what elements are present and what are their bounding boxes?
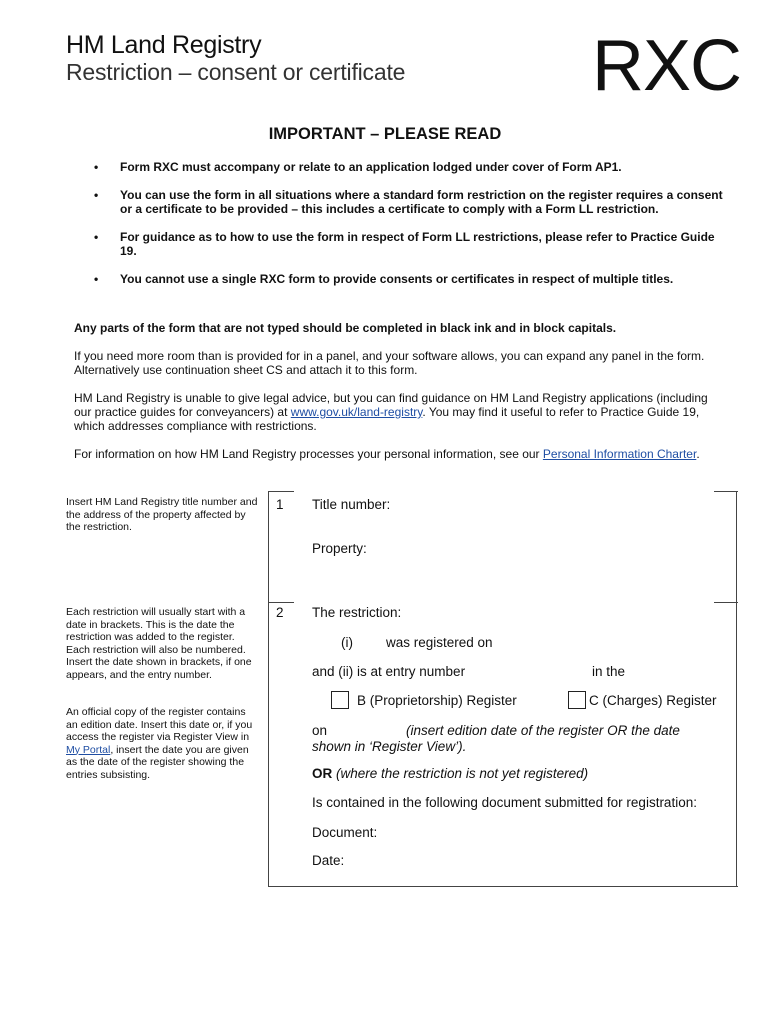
bullet-dot-icon: • <box>94 160 99 174</box>
personal-text-before: For information on how HM Land Registry processes your personal information, see our <box>74 447 543 461</box>
proprietorship-register-label: B (Proprietorship) Register <box>357 693 517 708</box>
land-registry-link[interactable]: www.gov.uk/land-registry <box>290 405 423 419</box>
panel2-guidance-note: Each restriction will usually start with a date in brackets. This is the date the restriction was added to the register. Each restriction will also be numbered. Insert the date shown in brackets, if one appears, and the entry number. <box>66 606 252 681</box>
bullet-item <box>94 188 726 216</box>
legal-text-after: . You may find it useful to refer to Practice Guide 19, which addresses compliance with restrictions. <box>74 405 700 433</box>
panel1-number: 1 <box>276 497 284 512</box>
charges-register-checkbox[interactable] <box>568 691 586 709</box>
or-label: OR <box>312 766 333 781</box>
bullet-item <box>94 230 726 258</box>
official-text-after: , insert the date you are given as the date of the register showing the entries subsisting. <box>66 743 249 781</box>
organisation-name: HM Land Registry <box>66 31 262 59</box>
bullet-dot-icon: • <box>94 188 99 202</box>
bullet-text: You cannot use a single RXC form to provide consents or certificates in respect of multiple titles. <box>120 272 674 286</box>
personal-info-note <box>74 447 726 461</box>
bullet-dot-icon: • <box>94 230 99 244</box>
panel2-number: 2 <box>276 605 284 620</box>
official-copy-note <box>66 706 258 781</box>
important-bullet-list <box>94 160 726 300</box>
bullet-text: For guidance as to how to use the form in respect of Form LL restrictions, please refer to Practice Guide 19. <box>120 230 715 258</box>
charges-register-label: C (Charges) Register <box>589 693 717 708</box>
or-hint: (where the restriction is not yet registered) <box>336 766 589 781</box>
property-label[interactable]: Property: <box>312 541 367 556</box>
my-portal-link[interactable]: My Portal <box>66 743 111 756</box>
form-subtitle: Restriction – consent or certificate <box>66 59 406 85</box>
panel-room-note: If you need more room than is provided for in a panel, and your software allows, you can expand any panel in the form. Alternatively use continuation sheet CS and attach it to this form. <box>74 349 705 377</box>
item-i-label: (i) <box>341 635 353 650</box>
panel1-guidance-note: Insert HM Land Registry title number and the address of the property affected by the restriction. <box>66 496 258 533</box>
important-heading: IMPORTANT – PLEASE READ <box>268 125 502 143</box>
registered-on-label[interactable]: was registered on <box>386 635 493 650</box>
contained-in-document-label: Is contained in the following document submitted for registration: <box>312 795 697 810</box>
bullet-item <box>94 160 726 174</box>
not-yet-registered-line <box>312 766 588 782</box>
bullet-item <box>94 272 726 286</box>
legal-advice-note <box>74 391 726 433</box>
restriction-label: The restriction: <box>312 605 402 620</box>
title-number-label[interactable]: Title number: <box>312 497 391 512</box>
legal-text-before: HM Land Registry is unable to give legal advice, but you can find guidance on HM Land Registry applications (including our practice guides for conveyancers) at <box>74 391 708 419</box>
form-code: RXC <box>592 26 742 106</box>
proprietorship-register-checkbox[interactable] <box>331 691 349 709</box>
bullet-text: You can use the form in all situations where a standard form restriction on the register requires a consent or a certificate to be provided – this includes a certificate to comply with a Form LL restriction. <box>120 188 723 216</box>
document-label[interactable]: Document: <box>312 825 378 840</box>
in-the-label: in the <box>592 664 626 679</box>
edition-date-hint: (insert edition date of the register OR the date shown in ‘Register View’). <box>312 723 680 754</box>
personal-text-after: . <box>696 447 700 461</box>
entry-number-label[interactable]: and (ii) is at entry number <box>312 664 466 679</box>
personal-information-charter-link[interactable]: Personal Information Charter <box>542 447 697 461</box>
bullet-dot-icon: • <box>94 272 99 286</box>
official-text-before: An official copy of the register contains an edition date. Insert this date or, if you access the register via Register View in <box>66 706 253 743</box>
on-label[interactable]: on <box>312 723 328 738</box>
bullet-text: Form RXC must accompany or relate to an application lodged under cover of Form AP1. <box>120 160 622 174</box>
ink-instruction: Any parts of the form that are not typed should be completed in black ink and in block capitals. <box>74 321 617 335</box>
date-label[interactable]: Date: <box>312 853 345 868</box>
